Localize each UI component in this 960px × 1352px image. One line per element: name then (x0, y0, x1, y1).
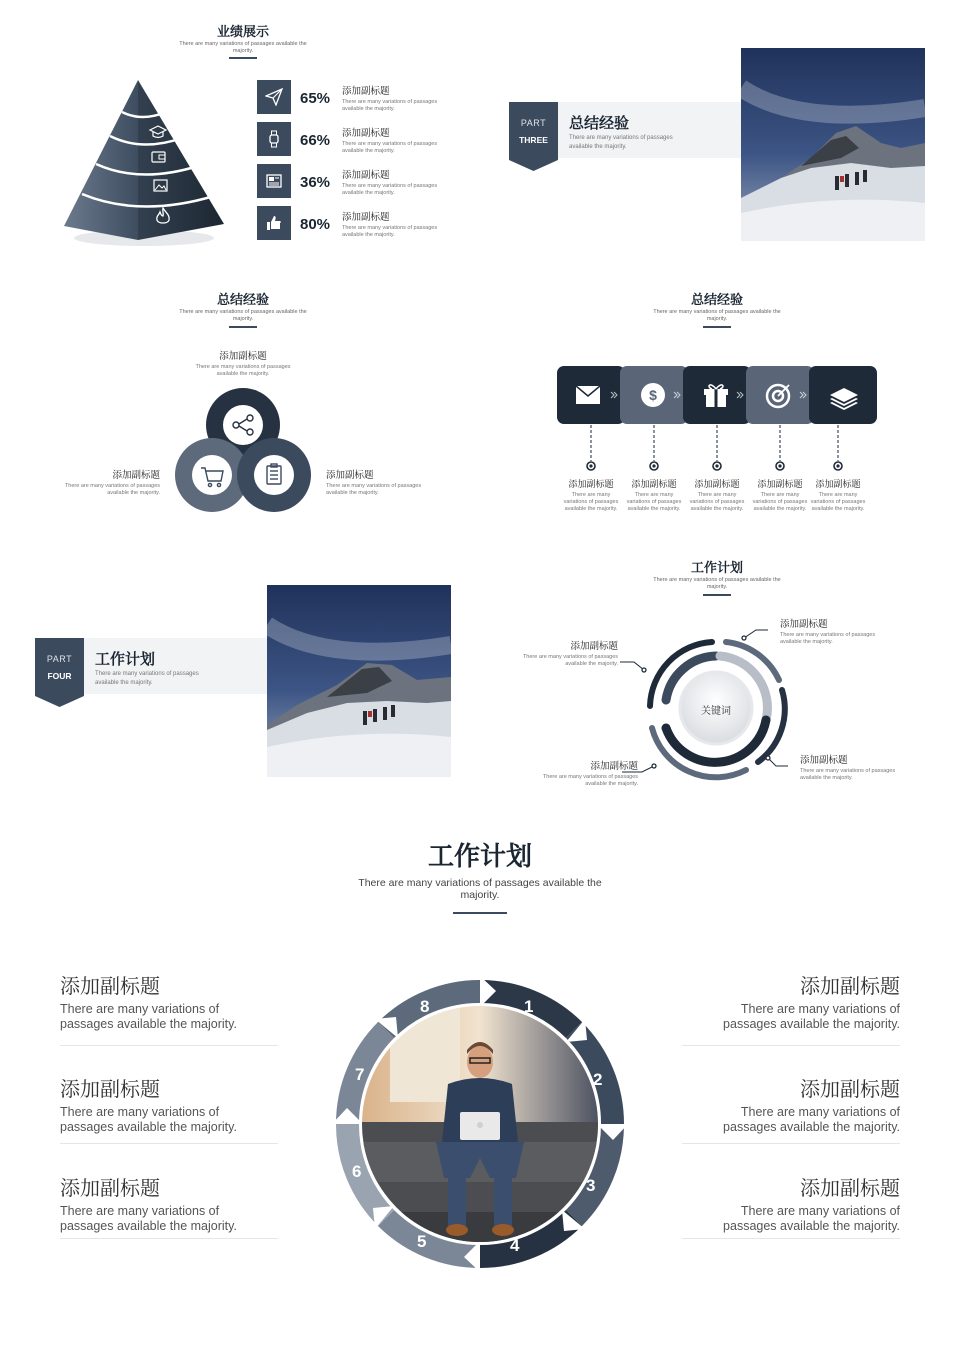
ring-text: There are many variations of passages available the majority. (780, 632, 876, 645)
right-heading-3: 添加副标题 (800, 1178, 900, 1200)
section-title: 总结经验 (569, 115, 630, 132)
stat-text: There are many variations of passages available the majority. (342, 183, 438, 196)
right-text-1: There are many variations of passages available the majority. (723, 1002, 900, 1031)
ring-heading: 添加副标题 (780, 619, 828, 630)
slide-part-four (0, 540, 480, 810)
stat-item (257, 206, 457, 248)
divider (60, 1238, 278, 1239)
stat-heading: 添加副标题 (342, 170, 390, 181)
top-text: There are many variations of passages available the majority. (195, 364, 291, 377)
step-text: There are many variations of passages available the majority. (563, 492, 619, 512)
pyramid-graphic (58, 78, 230, 250)
divider (60, 1143, 278, 1144)
slide-subtitle: There are many variations of passages available the majority. (653, 577, 781, 590)
divider (682, 1143, 900, 1144)
title-rule (453, 912, 507, 914)
divider (682, 1238, 900, 1239)
step-number-8: 8 (420, 997, 430, 1016)
step-heading: 添加副标题 (815, 479, 861, 489)
left-heading-1: 添加副标题 (60, 976, 160, 998)
left-heading-2: 添加副标题 (60, 1079, 160, 1101)
stat-item (257, 164, 457, 206)
step-number-3: 3 (586, 1176, 596, 1195)
left-heading-3: 添加副标题 (60, 1178, 160, 1200)
slide-performance (0, 0, 480, 270)
section-title: 工作计划 (95, 651, 156, 668)
step-number-7: 7 (355, 1065, 365, 1084)
slide-title: 工作计划 (427, 841, 532, 871)
stat-text: There are many variations of passages available the majority. (342, 225, 438, 238)
ring-text: There are many variations of passages available the majority. (542, 774, 638, 787)
mountain-photo (267, 585, 451, 777)
slide-title: 工作计划 (690, 560, 743, 575)
part-number: FOUR (47, 671, 72, 681)
step-number-2: 2 (593, 1070, 603, 1089)
step-number-4: 4 (510, 1236, 520, 1255)
right-heading-2: 添加副标题 (800, 1079, 900, 1101)
center-keyword: 关键词 (701, 706, 731, 717)
step-text: There are many variations of passages available the majority. (810, 492, 866, 512)
slide-part-three (480, 0, 960, 270)
step-text: There are many variations of passages available the majority. (689, 492, 745, 512)
stat-heading: 添加副标题 (342, 86, 390, 97)
cycle-graphic (330, 972, 630, 1276)
stat-percent: 66% (300, 132, 331, 149)
ring-heading: 添加副标题 (570, 641, 618, 652)
paper-plane-icon (257, 80, 291, 114)
left-heading: 添加副标题 (112, 470, 160, 481)
thumbs-up-icon (257, 206, 291, 240)
divider (682, 1045, 900, 1046)
stat-percent: 65% (300, 90, 331, 107)
stat-item (257, 122, 457, 164)
stat-heading: 添加副标题 (342, 212, 390, 223)
process-chain (556, 365, 880, 475)
slide-subtitle: There are many variations of passages available the majority. (358, 877, 602, 901)
slide-plan-ring (480, 540, 960, 810)
slide-plan-cycle (0, 810, 960, 1352)
slide-subtitle: There are many variations of passages available the majority. (179, 41, 307, 54)
stat-heading: 添加副标题 (342, 128, 390, 139)
stat-percent: 36% (300, 174, 331, 191)
watch-icon (257, 122, 291, 156)
ring-diagram (620, 618, 820, 818)
three-circles-diagram (172, 385, 314, 517)
title-rule (703, 594, 731, 596)
right-heading-1: 添加副标题 (800, 976, 900, 998)
title-rule (229, 326, 257, 328)
part-number: THREE (519, 135, 548, 145)
stat-list (257, 80, 457, 248)
right-text: There are many variations of passages available the majority. (326, 483, 422, 496)
slide-title: 总结经验 (690, 292, 743, 307)
step-number-5: 5 (417, 1232, 427, 1251)
step-text: There are many variations of passages available the majority. (752, 492, 808, 512)
slide-summary-circles (0, 270, 480, 540)
step-heading: 添加副标题 (694, 479, 740, 489)
svg-text:$: $ (649, 387, 657, 403)
step-heading: 添加副标题 (757, 479, 803, 489)
stat-item (257, 80, 457, 122)
newspaper-icon (257, 164, 291, 198)
step-heading: 添加副标题 (631, 479, 677, 489)
dollar-icon (641, 383, 665, 407)
right-heading: 添加副标题 (326, 470, 374, 481)
title-rule (229, 57, 257, 59)
stat-text: There are many variations of passages available the majority. (342, 141, 438, 154)
title-rule (703, 326, 731, 328)
slide-title: 总结经验 (216, 292, 269, 307)
ring-heading: 添加副标题 (800, 755, 848, 766)
ring-text: There are many variations of passages available the majority. (522, 654, 618, 667)
slide-subtitle: There are many variations of passages available the majority. (653, 309, 781, 322)
left-text-3: There are many variations of passages available the majority. (60, 1204, 237, 1233)
part-label: PART (520, 118, 547, 128)
section-text: There are many variations of passages available the majority. (95, 671, 199, 686)
slide-title: 业绩展示 (216, 24, 269, 39)
ring-heading: 添加副标题 (590, 761, 638, 772)
stat-text: There are many variations of passages available the majority. (342, 99, 438, 112)
part-label: PART (46, 654, 73, 664)
right-text-2: There are many variations of passages available the majority. (723, 1105, 900, 1134)
section-text: There are many variations of passages available the majority. (569, 135, 673, 150)
slide-summary-process (480, 270, 960, 540)
left-text-1: There are many variations of passages available the majority. (60, 1002, 237, 1031)
mountain-photo (741, 48, 925, 241)
left-text-2: There are many variations of passages available the majority. (60, 1105, 237, 1134)
stat-percent: 80% (300, 216, 331, 233)
ring-text: There are many variations of passages available the majority. (800, 768, 896, 781)
slide-subtitle: There are many variations of passages available the majority. (179, 309, 307, 322)
top-heading: 添加副标题 (219, 351, 267, 362)
step-number-6: 6 (352, 1162, 362, 1181)
envelope-icon (576, 386, 600, 404)
divider (60, 1045, 278, 1046)
left-text: There are many variations of passages available the majority. (64, 483, 160, 496)
step-heading: 添加副标题 (568, 479, 614, 489)
step-number-1: 1 (524, 997, 534, 1016)
right-text-3: There are many variations of passages available the majority. (723, 1204, 900, 1233)
step-text: There are many variations of passages available the majority. (626, 492, 682, 512)
